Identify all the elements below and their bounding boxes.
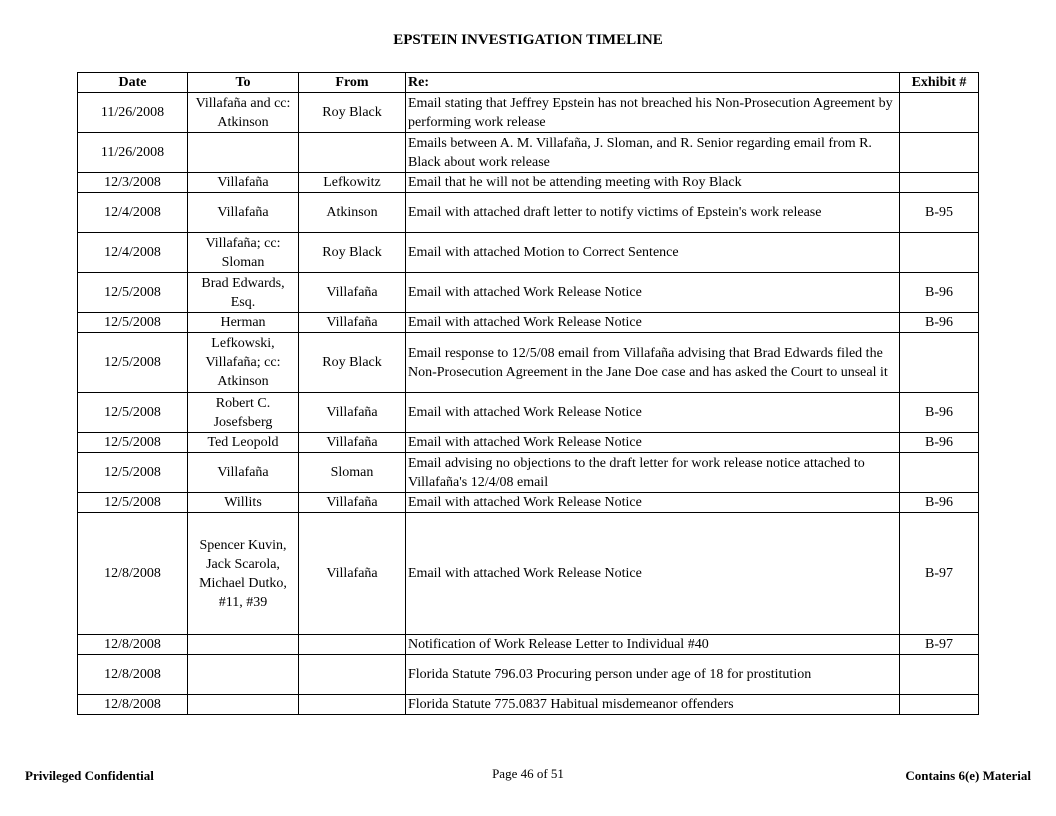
table-row [78, 193, 979, 233]
re-cell: Email stating that Jeffrey Epstein has not breached his Non-Prosecution Agreement by performing work release [406, 93, 900, 133]
re-cell: Emails between A. M. Villafaña, J. Sloman, and R. Senior regarding email from R. Black about work release [406, 133, 900, 173]
exhibit-cell [900, 173, 979, 193]
re-cell: Email with attached Work Release Notice [406, 493, 900, 513]
column-header-exhibit: Exhibit # [900, 73, 979, 93]
re-cell: Notification of Work Release Letter to Individual #40 [406, 635, 900, 655]
exhibit-cell: B-95 [900, 193, 979, 233]
re-cell: Email with attached Work Release Notice [406, 273, 900, 313]
column-header-from: From [299, 73, 406, 93]
from-cell: Atkinson [299, 193, 406, 233]
to-cell [188, 133, 299, 173]
date-cell: 12/5/2008 [78, 273, 188, 313]
table-row [78, 453, 979, 493]
from-cell: Sloman [299, 453, 406, 493]
footer-page-number: Page 46 of 51 [492, 766, 564, 781]
to-cell [188, 655, 299, 695]
table-row [78, 273, 979, 313]
re-cell: Florida Statute 775.0837 Habitual misdemeanor offenders [406, 695, 900, 715]
from-cell: Villafaña [299, 313, 406, 333]
table-row [78, 635, 979, 655]
date-cell: 12/5/2008 [78, 493, 188, 513]
from-cell: Villafaña [299, 393, 406, 433]
to-cell [188, 635, 299, 655]
to-cell: Ted Leopold [188, 433, 299, 453]
from-cell [299, 133, 406, 173]
to-cell: Spencer Kuvin, Jack Scarola, Michael Dutko, #11, #39 [188, 513, 299, 635]
re-cell: Email with attached Work Release Notice [406, 513, 900, 635]
re-cell: Email that he will not be attending meeting with Roy Black [406, 173, 900, 193]
re-cell: Email with attached Work Release Notice [406, 313, 900, 333]
footer-6e-label: Contains 6(e) Material [905, 768, 1031, 783]
exhibit-cell: B-97 [900, 513, 979, 635]
from-cell: Roy Black [299, 333, 406, 393]
to-cell: Villafaña [188, 193, 299, 233]
header-row [78, 73, 979, 93]
exhibit-cell: B-96 [900, 273, 979, 313]
exhibit-cell: B-96 [900, 433, 979, 453]
from-cell: Villafaña [299, 433, 406, 453]
page-title: EPSTEIN INVESTIGATION TIMELINE [393, 32, 663, 48]
exhibit-cell [900, 93, 979, 133]
from-cell: Roy Black [299, 233, 406, 273]
from-cell: Villafaña [299, 493, 406, 513]
exhibit-cell [900, 695, 979, 715]
exhibit-cell [900, 453, 979, 493]
date-cell: 12/5/2008 [78, 433, 188, 453]
to-cell: Villafaña [188, 173, 299, 193]
table-row [78, 513, 979, 635]
table-row [78, 393, 979, 433]
date-cell: 11/26/2008 [78, 93, 188, 133]
date-cell: 12/4/2008 [78, 193, 188, 233]
from-cell: Roy Black [299, 93, 406, 133]
re-cell: Email with attached Work Release Notice [406, 433, 900, 453]
footer-privileged-label: Privileged Confidential [25, 768, 154, 783]
table-row [78, 493, 979, 513]
to-cell: Villafaña; cc: Sloman [188, 233, 299, 273]
re-cell: Email advising no objections to the draft letter for work release notice attached to Villafaña's 12/4/08 email [406, 453, 900, 493]
re-cell: Email with attached draft letter to notify victims of Epstein's work release [406, 193, 900, 233]
re-cell: Email response to 12/5/08 email from Villafaña advising that Brad Edwards filed the Non-Prosecution Agreement in the Jane Doe case and has asked the Court to unseal it [406, 333, 900, 393]
date-cell: 11/26/2008 [78, 133, 188, 173]
from-cell: Lefkowitz [299, 173, 406, 193]
date-cell: 12/4/2008 [78, 233, 188, 273]
to-cell: Herman [188, 313, 299, 333]
date-cell: 12/8/2008 [78, 513, 188, 635]
column-header-to: To [188, 73, 299, 93]
from-cell: Villafaña [299, 513, 406, 635]
exhibit-cell [900, 655, 979, 695]
table-row [78, 655, 979, 695]
table-row [78, 233, 979, 273]
exhibit-cell [900, 333, 979, 393]
re-cell: Florida Statute 796.03 Procuring person under age of 18 for prostitution [406, 655, 900, 695]
to-cell: Brad Edwards, Esq. [188, 273, 299, 313]
date-cell: 12/5/2008 [78, 453, 188, 493]
exhibit-cell: B-97 [900, 635, 979, 655]
re-cell: Email with attached Motion to Correct Sentence [406, 233, 900, 273]
date-cell: 12/3/2008 [78, 173, 188, 193]
to-cell: Villafaña and cc: Atkinson [188, 93, 299, 133]
date-cell: 12/5/2008 [78, 333, 188, 393]
from-cell [299, 695, 406, 715]
exhibit-cell: B-96 [900, 313, 979, 333]
table-row [78, 333, 979, 393]
to-cell: Robert C. Josefsberg [188, 393, 299, 433]
from-cell [299, 655, 406, 695]
to-cell: Villafaña [188, 453, 299, 493]
table-row [78, 93, 979, 133]
date-cell: 12/5/2008 [78, 313, 188, 333]
timeline-table [77, 72, 979, 715]
to-cell [188, 695, 299, 715]
date-cell: 12/8/2008 [78, 655, 188, 695]
date-cell: 12/8/2008 [78, 635, 188, 655]
table-row [78, 313, 979, 333]
exhibit-cell: B-96 [900, 493, 979, 513]
column-header-date: Date [78, 73, 188, 93]
to-cell: Willits [188, 493, 299, 513]
table-row [78, 133, 979, 173]
from-cell [299, 635, 406, 655]
exhibit-cell [900, 233, 979, 273]
date-cell: 12/8/2008 [78, 695, 188, 715]
exhibit-cell [900, 133, 979, 173]
column-header-re: Re: [406, 73, 900, 93]
to-cell: Lefkowski, Villafaña; cc: Atkinson [188, 333, 299, 393]
table-row [78, 433, 979, 453]
from-cell: Villafaña [299, 273, 406, 313]
exhibit-cell: B-96 [900, 393, 979, 433]
table-row [78, 695, 979, 715]
table-row [78, 173, 979, 193]
re-cell: Email with attached Work Release Notice [406, 393, 900, 433]
date-cell: 12/5/2008 [78, 393, 188, 433]
